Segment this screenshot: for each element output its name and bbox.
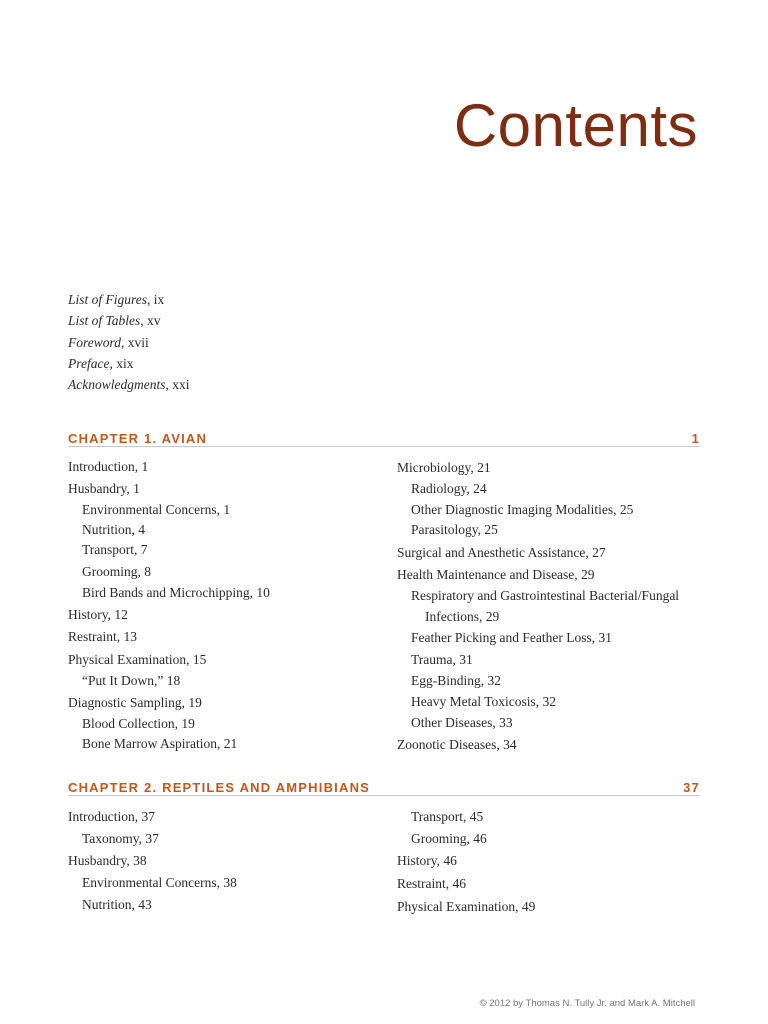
toc-subentry[interactable]: Egg-Binding, 32 [411, 672, 501, 688]
toc-entry[interactable]: History, 12 [68, 606, 128, 622]
chapter-page-number: 1 [691, 431, 700, 446]
toc-subentry[interactable]: Radiology, 24 [411, 480, 487, 496]
copyright-footer: © 2012 by Thomas N. Tully Jr. and Mark A. Mitchell [479, 998, 695, 1009]
front-matter-item[interactable]: Foreword, xvii [68, 334, 149, 350]
chapter-page-number: 37 [683, 780, 700, 795]
chapter-title: CHAPTER 1. AVIAN [68, 431, 208, 446]
chapter-1-heading[interactable] [68, 431, 700, 447]
toc-subentry[interactable]: Nutrition, 43 [82, 897, 152, 912]
toc-entry[interactable]: Introduction, 37 [68, 809, 155, 824]
toc-subentry[interactable]: Transport, 7 [82, 542, 148, 557]
toc-subentry[interactable]: Grooming, 46 [411, 831, 487, 846]
toc-subentry[interactable]: Blood Collection, 19 [82, 716, 195, 731]
front-matter-list [68, 289, 190, 395]
toc-subentry[interactable]: Bird Bands and Microchipping, 10 [82, 585, 270, 600]
toc-entry[interactable]: Health Maintenance and Disease, 29 [397, 566, 595, 582]
toc-entry[interactable]: History, 46 [397, 853, 457, 868]
chapter-1-left-column [68, 456, 270, 755]
toc-subentry[interactable]: Other Diagnostic Imaging Modalities, 25 [411, 501, 634, 517]
toc-subentry[interactable]: Feather Picking and Feather Loss, 31 [411, 630, 612, 646]
toc-subentry[interactable]: Heavy Metal Toxicosis, 32 [411, 693, 557, 709]
toc-subentry[interactable]: Other Diseases, 33 [411, 714, 513, 730]
chapter-title: CHAPTER 2. REPTILES AND AMPHIBIANS [68, 780, 371, 795]
toc-entry[interactable]: Microbiology, 21 [397, 460, 491, 475]
chapter-2-right-column [397, 806, 535, 918]
chapter-1-right-column [397, 458, 679, 756]
toc-subentry[interactable]: Environmental Concerns, 1 [82, 502, 231, 517]
toc-subentry[interactable]: “Put It Down,” 18 [82, 673, 181, 688]
toc-entry[interactable]: Physical Examination, 49 [397, 899, 536, 914]
toc-subentry[interactable]: Trauma, 31 [411, 652, 473, 668]
chapter-2-heading[interactable] [68, 780, 700, 796]
front-matter-item[interactable]: Preface, xix [68, 355, 134, 371]
toc-entry[interactable]: Introduction, 1 [68, 459, 149, 474]
toc-entry[interactable]: Restraint, 46 [397, 876, 466, 891]
toc-entry[interactable]: Husbandry, 38 [68, 853, 147, 868]
toc-subentry[interactable]: Bone Marrow Aspiration, 21 [82, 736, 238, 751]
front-matter-item[interactable]: List of Tables, xv [68, 313, 161, 329]
toc-subentry[interactable]: Transport, 45 [411, 809, 484, 824]
toc-entry[interactable]: Restraint, 13 [68, 629, 137, 644]
front-matter-item[interactable]: List of Figures, ix [68, 292, 165, 307]
toc-subentry[interactable]: Respiratory and Gastrointestinal Bacterial/Fungal [411, 587, 680, 603]
toc-subentry[interactable]: Grooming, 8 [82, 563, 151, 579]
front-matter-item[interactable]: Acknowledgments, xxi [68, 377, 190, 393]
toc-entry[interactable]: Zoonotic Diseases, 34 [397, 736, 517, 752]
chapter-2-left-column [68, 806, 237, 916]
toc-entry[interactable]: Physical Examination, 15 [68, 651, 207, 667]
toc-subentry[interactable]: Environmental Concerns, 38 [82, 875, 237, 890]
toc-subentry-continuation[interactable]: Infections, 29 [425, 608, 500, 624]
toc-entry[interactable]: Husbandry, 1 [68, 480, 140, 496]
toc-subentry[interactable]: Nutrition, 4 [82, 522, 145, 537]
toc-subentry[interactable]: Parasitology, 25 [411, 522, 498, 538]
toc-subentry[interactable]: Taxonomy, 37 [82, 831, 159, 846]
page-title: Contents [453, 92, 698, 159]
toc-entry[interactable]: Diagnostic Sampling, 19 [68, 694, 202, 710]
toc-entry[interactable]: Surgical and Anesthetic Assistance, 27 [397, 544, 606, 560]
